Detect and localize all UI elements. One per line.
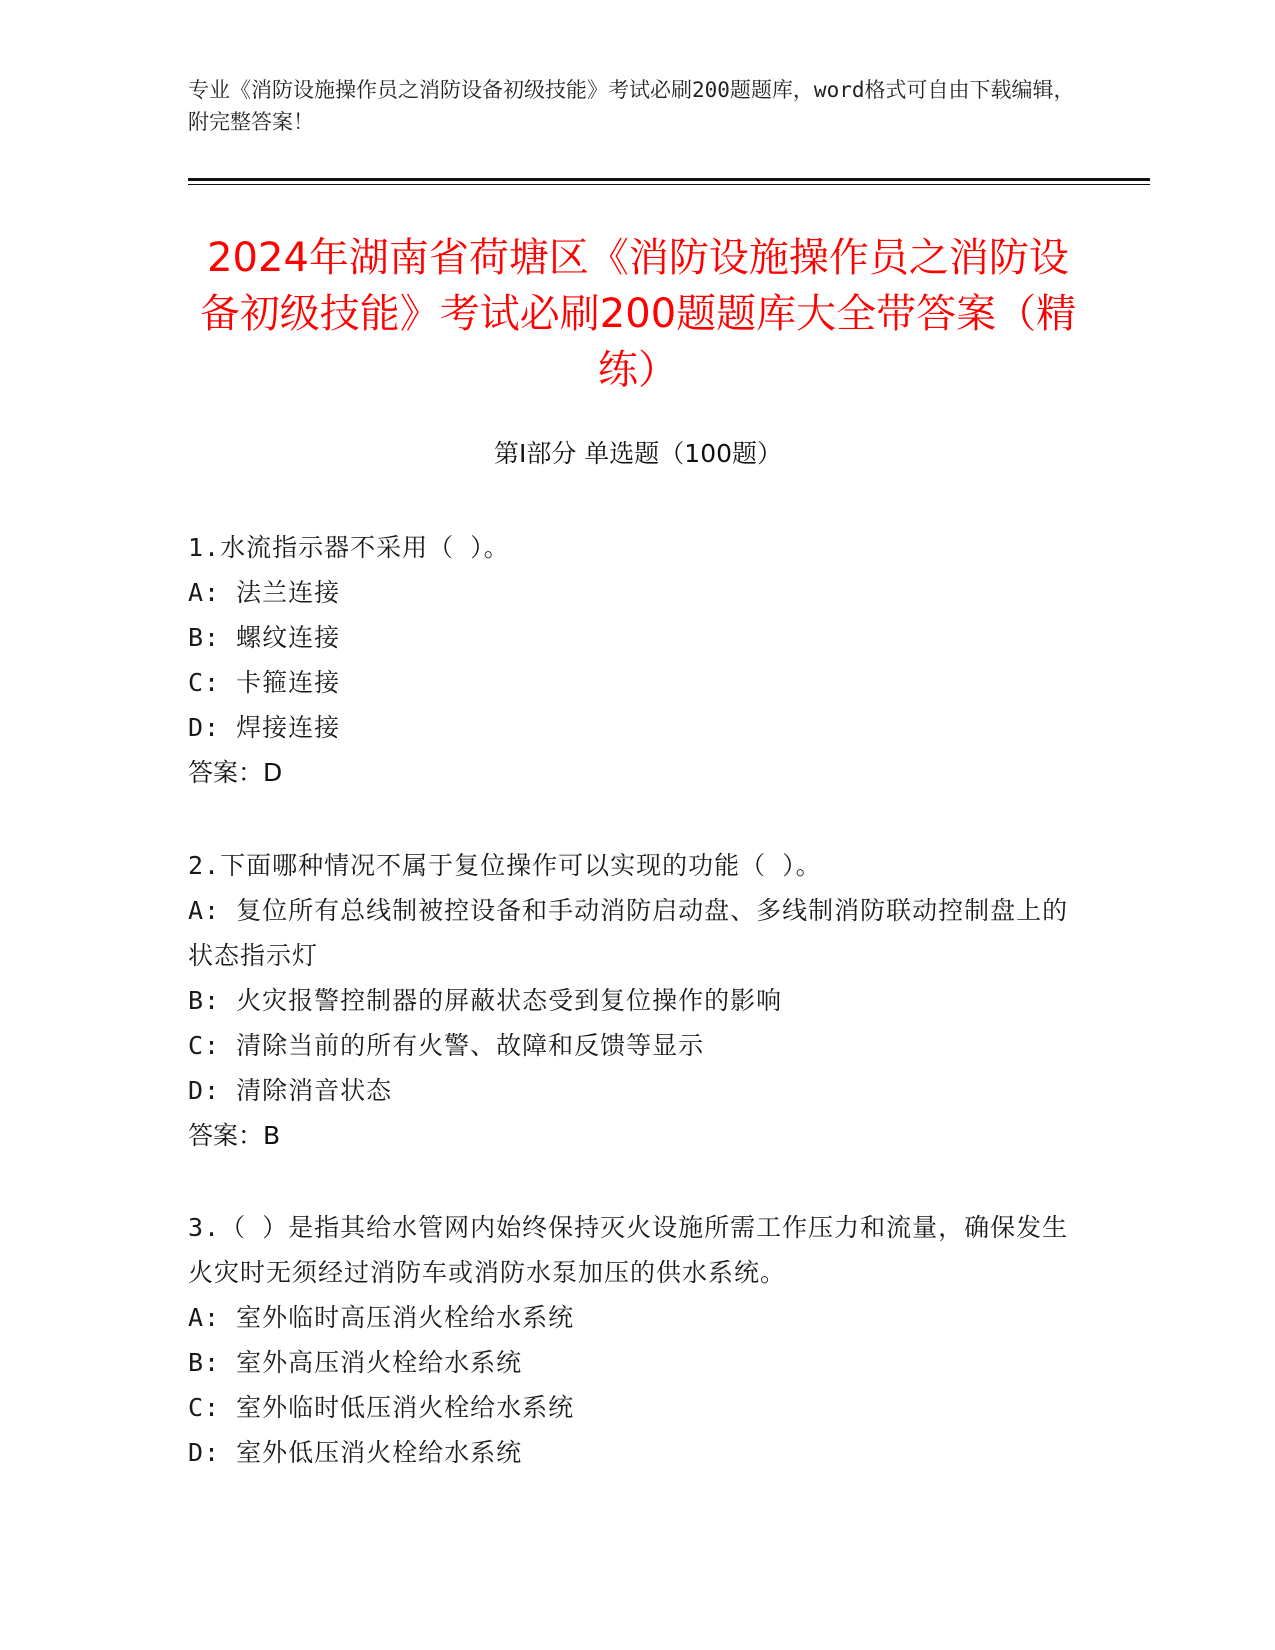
option-a: A: 复位所有总线制被控设备和手动消防启动盘、多线制消防联动控制盘上的状态指示灯 — [188, 896, 1069, 970]
document-title: 2024年湖南省荷塘区《消防设施操作员之消防设备初级技能》考试必刷200题题库大全带答案（精练） — [199, 235, 1077, 393]
option-d: D: 焊接连接 — [188, 713, 341, 742]
option-d: D: 清除消音状态 — [188, 1076, 393, 1105]
section-title: 第Ⅰ部分 单选题（100题） — [493, 439, 783, 468]
question-1 — [188, 525, 1088, 795]
question-stem: 1.水流指示器不采用（ ）。 — [188, 533, 510, 562]
option-a: A: 室外临时高压消火栓给水系统 — [188, 1303, 575, 1332]
answer: 答案：D — [188, 758, 283, 787]
option-b: B: 火灾报警控制器的屏蔽状态受到复位操作的影响 — [188, 986, 783, 1015]
option-c: C: 室外临时低压消火栓给水系统 — [188, 1393, 575, 1422]
header-divider-thick — [188, 178, 1150, 181]
question-stem: 3.（ ）是指其给水管网内始终保持灭火设施所需工作压力和流量，确保发生火灾时无须经过消防车或消防水泵加压的供水系统。 — [188, 1213, 1069, 1287]
option-c: C: 清除当前的所有火警、故障和反馈等显示 — [188, 1031, 705, 1060]
answer: 答案：B — [188, 1121, 281, 1150]
option-b: B: 室外高压消火栓给水系统 — [188, 1348, 523, 1377]
option-d: D: 室外低压消火栓给水系统 — [188, 1438, 523, 1467]
question-2 — [188, 843, 1088, 1158]
header-note: 专业《消防设施操作员之消防设备初级技能》考试必刷200题题库，word格式可自由下载编辑，附完整答案！ — [188, 78, 1075, 134]
option-c: C: 卡箍连接 — [188, 668, 341, 697]
question-stem: 2.下面哪种情况不属于复位操作可以实现的功能（ ）。 — [188, 851, 822, 880]
header-divider-thin — [188, 184, 1150, 185]
option-b: B: 螺纹连接 — [188, 623, 341, 652]
question-3 — [188, 1205, 1088, 1475]
option-a: A: 法兰连接 — [188, 578, 341, 607]
